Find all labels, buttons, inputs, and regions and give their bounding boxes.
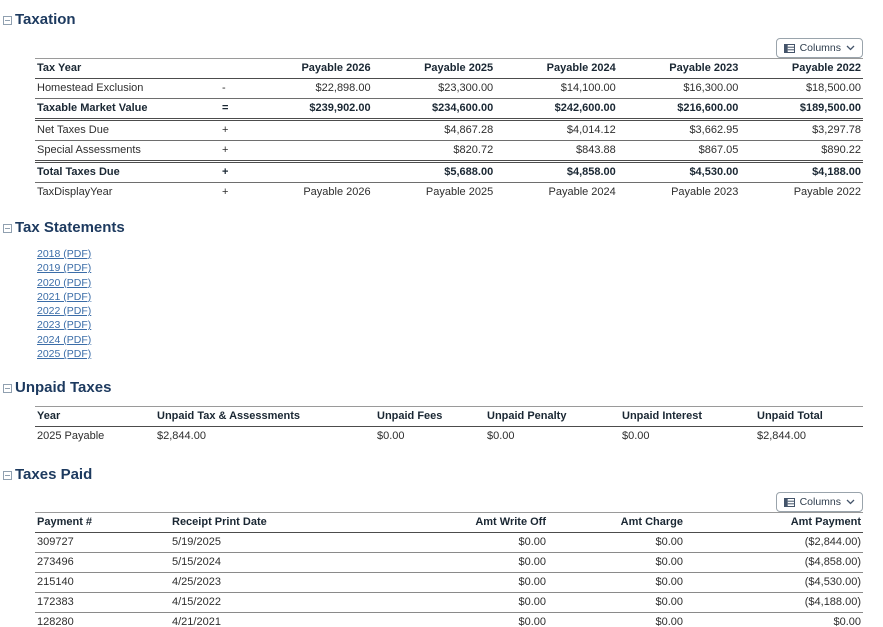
section-title: Taxation [15, 11, 76, 28]
unpaid-taxes-column-header: Year [35, 407, 155, 427]
taxation-column-header: Payable 2023 [618, 59, 741, 79]
taxation-header-row [35, 59, 863, 79]
tax-statement-link[interactable]: 2018 (PDF) [37, 248, 92, 260]
taxes-paid-row [35, 553, 863, 573]
taxes-paid-cell: $0.00 [548, 553, 685, 573]
columns-button[interactable] [776, 38, 863, 58]
chevron-down-icon [846, 45, 855, 51]
unpaid-taxes-column-header: Unpaid Tax & Assessments [155, 407, 375, 427]
taxation-row-value: $4,530.00 [618, 162, 741, 183]
taxes-paid-cell: 309727 [35, 533, 170, 553]
taxation-row-value [250, 162, 373, 183]
taxation-row-value: $22,898.00 [250, 79, 373, 99]
taxes-paid-cell: ($4,530.00) [685, 573, 863, 593]
tax-statement-link[interactable]: 2022 (PDF) [37, 305, 92, 318]
tax-statement-link[interactable]: 2020 (PDF) [37, 276, 92, 289]
taxation-row-value: $216,600.00 [618, 99, 741, 120]
taxation-row [35, 162, 863, 183]
taxes-paid-cell: $0.00 [548, 613, 685, 627]
unpaid-taxes-cell: $0.00 [622, 430, 650, 443]
taxation-row-operator: + [220, 141, 250, 162]
chevron-down-icon [846, 499, 855, 505]
taxes-paid-row [35, 593, 863, 613]
unpaid-taxes-column-header: Unpaid Total [755, 407, 863, 427]
taxation-row-value: $3,297.78 [740, 120, 863, 141]
unpaid-taxes-column-header: Unpaid Penalty [485, 407, 620, 427]
taxation-column-header: Payable 2025 [373, 59, 496, 79]
taxation-row-value: $4,867.28 [373, 120, 496, 141]
taxation-row [35, 120, 863, 141]
tax-statement-link[interactable]: 2023 (PDF) [37, 319, 92, 332]
taxation-row-value: Payable 2026 [303, 186, 371, 198]
unpaid-taxes-cell: $2,844.00 [757, 430, 806, 443]
taxes-paid-cell: $0.00 [415, 553, 548, 573]
section-tax-statements [3, 219, 862, 361]
taxes-paid-column-header: Payment # [35, 513, 170, 533]
section-taxation [3, 11, 862, 202]
taxes-paid-row [35, 533, 863, 553]
taxation-row-value: Payable 2024 [548, 186, 616, 198]
tax-statement-link[interactable]: 2024 (PDF) [37, 333, 92, 346]
unpaid-taxes-cell: $0.00 [377, 430, 405, 443]
taxation-row-operator: + [220, 162, 250, 183]
collapse-icon[interactable] [3, 384, 12, 393]
section-title: Tax Statements [15, 219, 125, 236]
taxation-column-header: Payable 2024 [495, 59, 618, 79]
taxes-paid-cell: 5/19/2025 [170, 533, 415, 553]
unpaid-taxes-header-row [35, 407, 863, 427]
taxes-paid-cell: $0.00 [415, 573, 548, 593]
taxes-paid-cell: 5/15/2024 [170, 553, 415, 573]
unpaid-taxes-cell: $2,844.00 [157, 430, 206, 443]
taxation-row-value: $242,600.00 [495, 99, 618, 120]
taxation-row-operator: - [220, 79, 250, 99]
taxes-paid-cell: $0.00 [415, 533, 548, 553]
taxation-row [35, 183, 863, 203]
taxation-row-value: $4,858.00 [495, 162, 618, 183]
taxes-paid-cell: 128280 [35, 613, 170, 627]
taxation-row-value: $16,300.00 [618, 79, 741, 99]
taxes-paid-cell: 4/25/2023 [170, 573, 415, 593]
taxes-paid-column-header: Amt Charge [548, 513, 685, 533]
taxes-paid-cell: 172383 [35, 593, 170, 613]
taxes-paid-toolbar [35, 492, 863, 512]
taxes-paid-cell: 4/21/2021 [170, 613, 415, 627]
taxation-row-value: $14,100.00 [495, 79, 618, 99]
collapse-icon[interactable] [3, 471, 12, 480]
taxation-row-value: $4,188.00 [740, 162, 863, 183]
section-taxes-paid [3, 466, 862, 627]
tax-statements-section-header[interactable] [3, 219, 862, 237]
taxation-toolbar [35, 38, 863, 58]
taxes-paid-cell: $0.00 [548, 593, 685, 613]
taxation-row-operator: = [220, 99, 250, 120]
taxation-row-value: $189,500.00 [740, 99, 863, 120]
taxation-row-label: Net Taxes Due [35, 120, 220, 141]
taxation-row-value: $890.22 [740, 141, 863, 162]
taxation-column-header: Payable 2026 [250, 59, 373, 79]
taxation-row-operator: + [220, 120, 250, 141]
taxes-paid-cell: 4/15/2022 [170, 593, 415, 613]
taxation-row [35, 141, 863, 162]
taxation-column-header [220, 59, 250, 79]
taxes-paid-section-header[interactable] [3, 466, 862, 484]
taxes-paid-cell: $0.00 [548, 573, 685, 593]
tax-statement-link[interactable]: 2019 (PDF) [37, 262, 92, 275]
unpaid-taxes-section-header[interactable] [3, 379, 862, 397]
taxation-row-value: Payable 2022 [793, 186, 861, 198]
taxation-row [35, 79, 863, 99]
taxation-row-value: $234,600.00 [373, 99, 496, 120]
unpaid-taxes-cell: 2025 Payable [37, 430, 105, 443]
columns-button-label: Columns [799, 496, 841, 509]
taxes-paid-cell: 215140 [35, 573, 170, 593]
collapse-icon[interactable] [3, 16, 12, 25]
taxation-row-value: $23,300.00 [373, 79, 496, 99]
taxes-paid-cell: $0.00 [415, 593, 548, 613]
unpaid-taxes-column-header: Unpaid Fees [375, 407, 485, 427]
tax-statement-link[interactable]: 2025 (PDF) [37, 348, 92, 361]
taxes-paid-column-header: Amt Payment [685, 513, 863, 533]
taxation-row-label: Taxable Market Value [35, 99, 220, 120]
section-title: Taxes Paid [15, 466, 93, 484]
taxes-paid-column-header: Receipt Print Date [170, 513, 415, 533]
taxes-paid-cell: $0.00 [548, 533, 685, 553]
taxation-row-label: TaxDisplayYear [37, 186, 113, 198]
taxes-paid-cell: ($4,858.00) [685, 553, 863, 573]
taxes-paid-cell: $0.00 [415, 613, 548, 627]
taxation-row-value: $239,902.00 [250, 99, 373, 120]
taxation-section-header[interactable] [3, 11, 862, 29]
taxation-row-value [250, 141, 373, 162]
columns-button[interactable] [776, 492, 863, 512]
taxes-paid-cell: ($2,844.00) [685, 533, 863, 553]
taxation-row-value: $867.05 [618, 141, 741, 162]
columns-icon [784, 44, 795, 53]
taxation-row-value: $5,688.00 [373, 162, 496, 183]
unpaid-taxes-cell: $0.00 [487, 430, 515, 443]
taxes-paid-table [35, 512, 863, 627]
taxation-row-value [250, 120, 373, 141]
taxation-table [35, 58, 863, 202]
taxes-paid-header-row [35, 513, 863, 533]
taxation-row-label: Special Assessments [35, 141, 220, 162]
tax-statement-link[interactable]: 2021 (PDF) [37, 290, 92, 303]
columns-icon [784, 498, 795, 507]
taxes-paid-row [35, 573, 863, 593]
taxation-row-value: Payable 2023 [671, 186, 739, 198]
taxes-paid-row [35, 613, 863, 627]
collapse-icon[interactable] [3, 224, 12, 233]
taxation-column-header: Payable 2022 [740, 59, 863, 79]
unpaid-taxes-column-header: Unpaid Interest [620, 407, 755, 427]
taxation-row [35, 99, 863, 120]
taxation-row-value: $18,500.00 [740, 79, 863, 99]
tax-statement-links [37, 247, 862, 361]
taxation-row-value: $820.72 [373, 141, 496, 162]
taxation-row-value: $3,662.95 [618, 120, 741, 141]
taxation-row-value: $843.88 [495, 141, 618, 162]
unpaid-taxes-row [35, 427, 863, 447]
taxation-row-value: $4,014.12 [495, 120, 618, 141]
taxation-row-operator: + [222, 186, 229, 198]
taxation-row-value: Payable 2025 [425, 186, 494, 198]
taxation-row-label: Total Taxes Due [35, 162, 220, 183]
taxes-paid-column-header: Amt Write Off [415, 513, 548, 533]
taxes-paid-cell: $0.00 [685, 613, 863, 627]
section-unpaid-taxes [3, 379, 862, 446]
taxes-paid-cell: 273496 [35, 553, 170, 573]
taxation-row-label: Homestead Exclusion [35, 79, 220, 99]
section-title: Unpaid Taxes [15, 379, 112, 397]
columns-button-label: Columns [799, 42, 841, 54]
taxes-paid-cell: ($4,188.00) [685, 593, 863, 613]
unpaid-taxes-table [35, 406, 863, 446]
taxation-column-header: Tax Year [35, 59, 220, 79]
